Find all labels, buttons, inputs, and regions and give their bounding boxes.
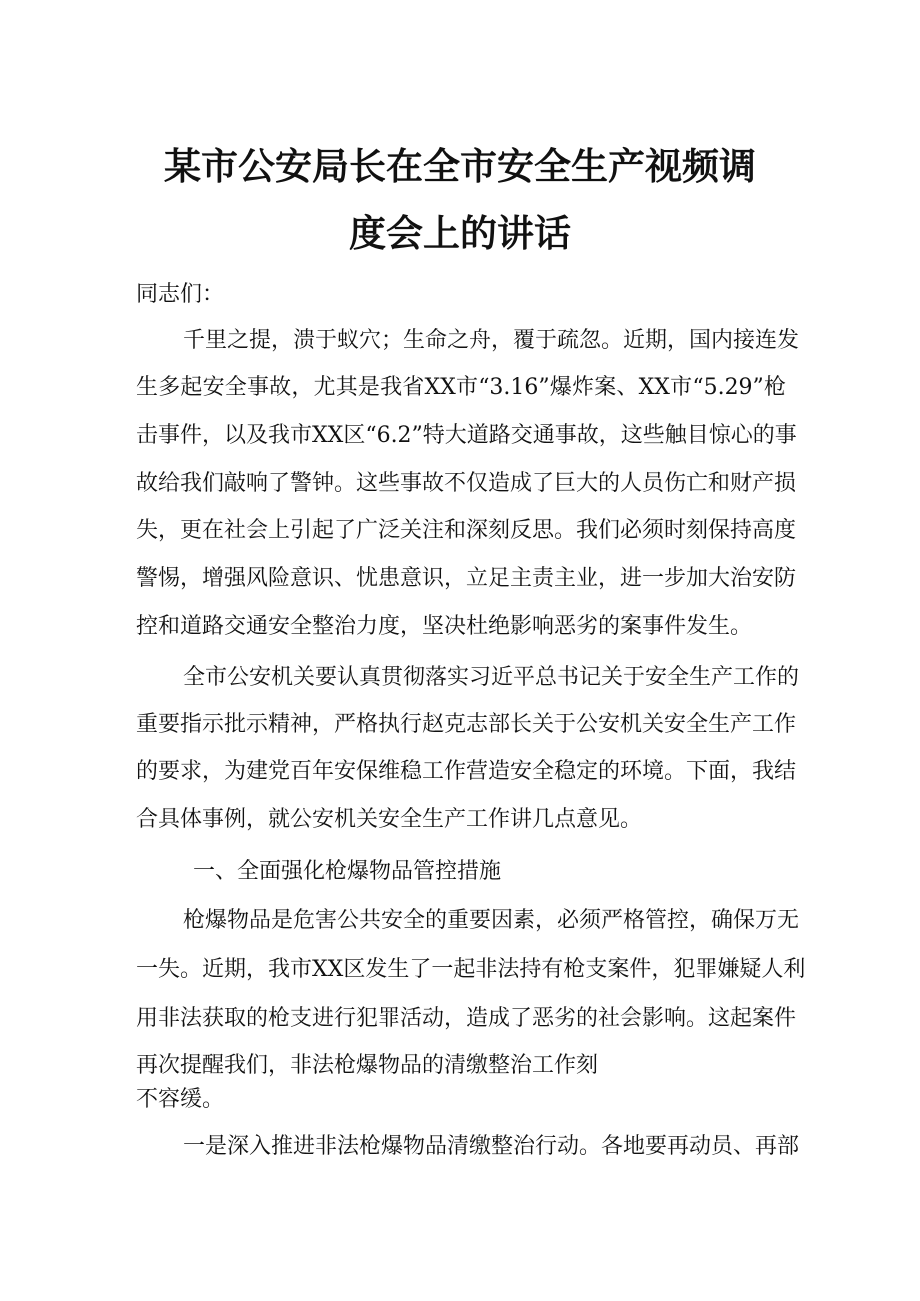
paragraph-2-line-1: 全市公安机关要认真贯彻落实习近平总书记关于安全生产工作的	[183, 665, 800, 690]
paragraph-2-line-3: 的要求，为建党百年安保维稳工作营造安全稳定的环境。下面，我结	[136, 759, 797, 784]
document-title-line-1: 某市公安局长在全市安全生产视频调	[164, 145, 756, 188]
paragraph-2-line-2: 重要指示批示精神，严格执行赵克志部长关于公安机关安全生产工作	[136, 712, 797, 737]
paragraph-1-line-4: 故给我们敲响了警钟。这些事故不仅造成了巨大的人员伤亡和财产损	[136, 471, 797, 496]
paragraph-1-line-1: 千里之提，溃于蚁穴；生命之舟，覆于疏忽。近期，国内接连发	[183, 328, 800, 353]
document-title-line-2: 度会上的讲话	[349, 212, 571, 255]
greeting: 同志们：	[136, 282, 225, 307]
paragraph-1-line-6: 警惕，增强风险意识、忧患意识，立足主责主业，进一步加大治安防	[136, 566, 797, 591]
section-paragraph-1-line-1: 枪爆物品是危害公共安全的重要因素，必须严格管控，确保万无	[183, 908, 800, 933]
paragraph-2-line-4: 合具体事例，就公安机关安全生产工作讲几点意见。	[136, 807, 643, 832]
section-paragraph-1-line-5: 不容缓。	[136, 1087, 225, 1112]
paragraph-1-line-7: 控和道路交通安全整治力度，坚决杜绝影响恶劣的案事件发生。	[136, 614, 753, 639]
paragraph-1-line-2: 生多起安全事故，尤其是我省XX市“3.16”爆炸案、XX市“5.29”枪	[136, 375, 786, 400]
section-paragraph-1-line-4: 再次提醒我们，非法枪爆物品的清缴整治工作刻	[136, 1053, 599, 1078]
section-paragraph-2-line-1: 一是深入推进非法枪爆物品清缴整治行动。各地要再动员、再部	[183, 1134, 800, 1159]
section-paragraph-1-line-2: 一失。近期，我市XX区发生了一起非法持有枪支案件，犯罪嫌疑人利	[136, 957, 806, 982]
section-heading: 一、全面强化枪爆物品管控措施	[193, 859, 502, 884]
paragraph-1-line-5: 失，更在社会上引起了广泛关注和深刻反思。我们必须时刻保持高度	[136, 518, 797, 543]
paragraph-1-line-3: 击事件，以及我市XX区“6.2”特大道路交通事故，这些触目惊心的事	[136, 423, 797, 448]
section-paragraph-1-line-3: 用非法获取的枪支进行犯罪活动，造成了恶劣的社会影响。这起案件	[136, 1006, 797, 1031]
